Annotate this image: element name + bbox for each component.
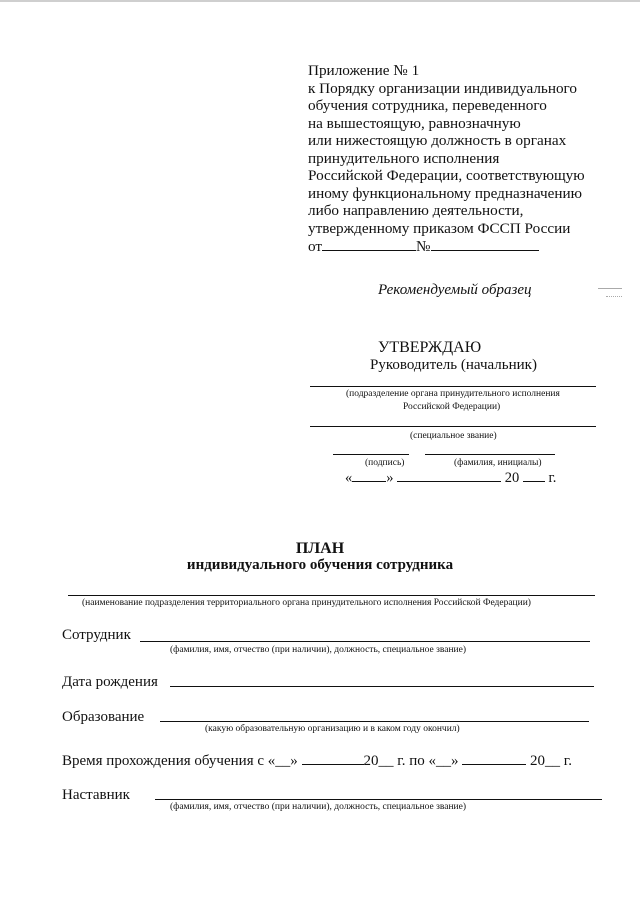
rank-caption: (специальное звание) [410,431,497,441]
mentor-label: Наставник [62,787,130,803]
order-date-field [322,237,416,251]
unit-field-line [310,386,596,387]
appendix-block [308,62,585,256]
mentor-caption: (фамилия, имя, отчество (при наличии), должность, специальное звание) [170,802,466,812]
rank-field-line [310,426,596,427]
training-period-line [62,751,572,770]
date-open-quote: « [345,470,353,486]
period-year-end: 20__ г. [530,753,572,769]
unit-name-field-line [68,595,595,596]
unit-caption: Российской Федерации) [403,402,501,412]
sample-label: Рекомендуемый образец [378,282,532,298]
approval-position: Руководитель (начальник) [370,357,537,373]
education-label: Образование [62,709,145,725]
end-month-field [462,751,526,765]
year-prefix: 20 [504,470,520,486]
employee-label: Сотрудник [62,627,131,643]
appendix-line: утвержденному приказом ФССП России [308,219,571,237]
appendix-line: обучения сотрудника, переведенного [308,97,547,114]
appendix-line: на вышестоящую, равнозначную [308,114,521,132]
date-close-quote: » [386,470,394,486]
number-label: № [416,238,431,255]
appendix-line: либо направлению деятельности, [308,202,524,219]
appendix-line: принудительного исполнения [308,149,500,167]
birth-date-field-line [170,686,594,687]
appendix-order-line [308,237,585,256]
signature-field-line [333,454,409,455]
scan-edge [0,0,640,2]
year-suffix: г. [548,470,557,486]
start-month-field [302,751,364,765]
birth-date-label: Дата рождения [62,674,158,690]
period-start-label: Время прохождения обучения с «__» [62,753,298,769]
from-label: от [308,238,323,255]
plan-title: ПЛАН [295,540,345,557]
appendix-line: или нижестоящую должность в органах [308,132,567,149]
scan-mark [598,288,622,289]
mentor-field-line [155,799,602,800]
appendix-line: Российской Федерации, соответствующую [308,167,585,184]
signature-caption: (подпись) [365,458,405,468]
year-field [523,468,545,482]
month-field [397,468,501,482]
approval-date-line [345,468,556,487]
employee-field-line [140,641,590,642]
unit-caption: (подразделение органа принудительного исполнения [346,389,560,399]
name-caption: (фамилия, инициалы) [454,458,542,468]
day-field [352,468,386,482]
approval-title: УТВЕРЖДАЮ [378,339,482,356]
appendix-line: Приложение № 1 [308,62,420,79]
education-field-line [160,721,589,722]
name-field-line [425,454,555,455]
appendix-line: к Порядку организации индивидуального [308,79,578,97]
period-year-start: 20__ г. по «__» [363,753,459,769]
unit-name-caption: (наименование подразделения территориального органа принудительного исполнения Российской Федерации) [82,598,531,608]
employee-caption: (фамилия, имя, отчество (при наличии), должность, специальное звание) [170,645,466,655]
plan-subtitle: индивидуального обучения сотрудника [186,557,454,573]
education-caption: (какую образовательную организацию и в каком году окончил) [205,724,460,734]
scan-mark [606,296,622,297]
appendix-line: иному функциональному предназначению [308,184,583,202]
order-number-field [431,237,539,251]
